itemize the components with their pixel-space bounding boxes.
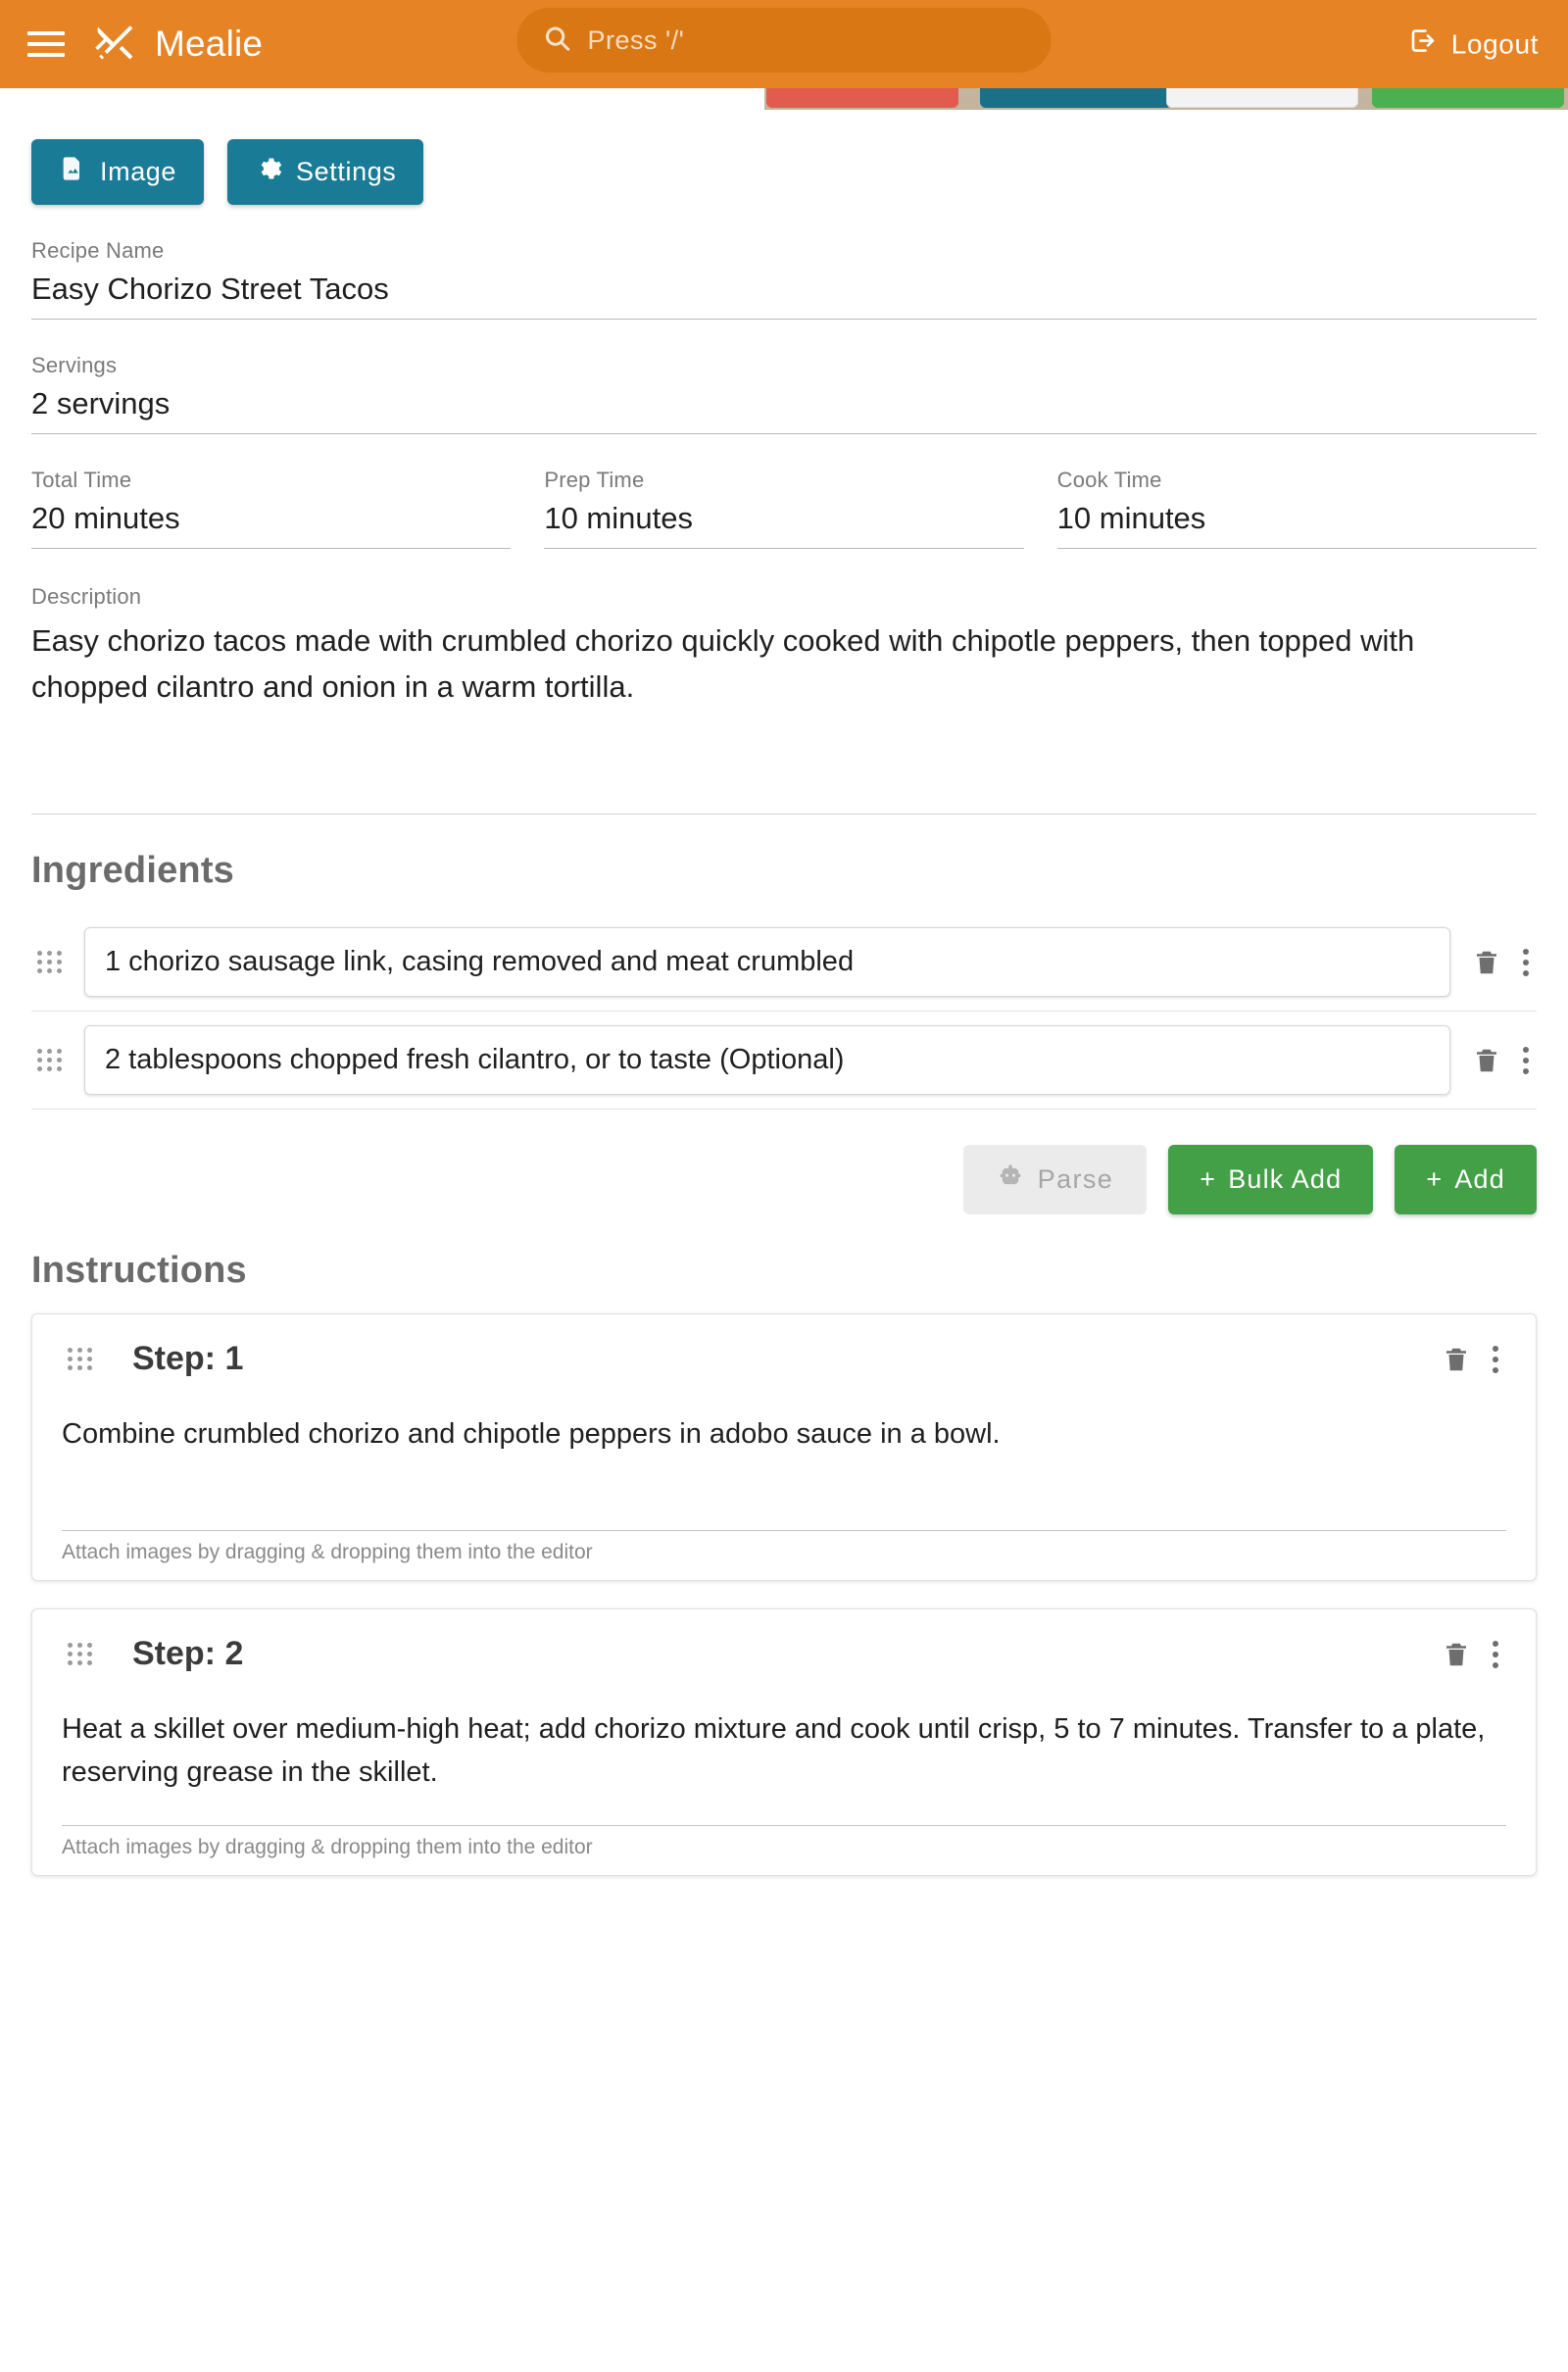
ingredient-input[interactable]: 2 tablespoons chopped fresh cilantro, or to taste (Optional) — [84, 1025, 1450, 1095]
description-input[interactable]: Easy chorizo tacos made with crumbled chorizo quickly cooked with chipotle peppers, then topped with chopped cilantro and onion in a warm tortilla. — [31, 623, 1415, 705]
total-time-field[interactable] — [31, 468, 511, 549]
more-vertical-icon[interactable] — [1523, 949, 1529, 976]
ingredients-heading: Ingredients — [31, 850, 235, 891]
instruction-step-text[interactable]: Combine crumbled chorizo and chipotle peppers in adobo sauce in a bowl. — [62, 1413, 1506, 1531]
attach-images-hint: Attach images by dragging & dropping them into the editor — [62, 1836, 593, 1858]
logout-label: Logout — [1450, 28, 1539, 59]
prep-time-field[interactable] — [544, 468, 1023, 549]
instruction-step-text[interactable]: Heat a skillet over medium-high heat; add chorizo mixture and cook until crisp, 5 to 7 minutes. Transfer to a plate, reserving grease in the skillet. — [62, 1708, 1506, 1826]
ingredient-row-actions — [1472, 948, 1529, 977]
app-bar — [0, 0, 1568, 88]
instruction-step-card — [31, 1313, 1537, 1581]
total-time-input[interactable]: 20 minutes — [31, 501, 511, 549]
ingredient-row — [31, 914, 1537, 1012]
hamburger-menu-icon[interactable] — [27, 22, 73, 67]
hero-chip-red[interactable] — [766, 88, 958, 108]
image-button[interactable] — [31, 139, 204, 205]
instruction-step-card — [31, 1608, 1537, 1876]
search-input[interactable] — [517, 8, 1052, 73]
search-icon — [543, 24, 572, 58]
drag-handle-icon[interactable] — [37, 1049, 71, 1071]
description-field[interactable] — [31, 584, 1537, 804]
description-label: Description — [31, 584, 142, 609]
recipe-editor-page — [0, 139, 1568, 1943]
cook-time-field[interactable] — [1057, 468, 1537, 549]
trash-icon[interactable] — [1442, 1345, 1471, 1374]
times-row — [31, 468, 1537, 549]
cook-time-label: Cook Time — [1056, 468, 1162, 492]
image-file-icon — [59, 155, 86, 189]
plus-icon: + — [1200, 1164, 1217, 1194]
recipe-name-input[interactable]: Easy Chorizo Street Tacos — [31, 272, 1537, 320]
instruction-step-title: Step: 1 — [132, 1340, 244, 1377]
gear-icon — [255, 155, 282, 189]
more-vertical-icon[interactable] — [1523, 1047, 1529, 1074]
parse-button[interactable] — [963, 1145, 1148, 1214]
image-button-label: Image — [100, 157, 177, 186]
drag-handle-icon[interactable] — [68, 1348, 101, 1370]
servings-field[interactable] — [31, 353, 1537, 434]
ingredient-input[interactable]: 1 chorizo sausage link, casing removed and meat crumbled — [84, 927, 1450, 997]
fork-knife-icon — [92, 22, 137, 67]
total-time-label: Total Time — [31, 468, 132, 492]
parse-button-label: Parse — [1037, 1164, 1114, 1194]
instruction-step-title: Step: 2 — [132, 1635, 244, 1672]
settings-button-label: Settings — [296, 157, 397, 186]
instruction-step-header — [62, 1340, 1506, 1378]
logout-button[interactable] — [1408, 26, 1539, 63]
hero-image-strip — [0, 88, 1568, 110]
search-placeholder: Press '/' — [587, 25, 685, 55]
hero-chip-white[interactable] — [1166, 88, 1358, 108]
settings-button[interactable] — [227, 139, 423, 205]
hero-chip-blue[interactable] — [980, 88, 1172, 108]
more-vertical-icon[interactable] — [1493, 1641, 1498, 1668]
recipe-name-field[interactable] — [31, 238, 1537, 320]
instructions-heading: Instructions — [31, 1250, 247, 1291]
prep-time-label: Prep Time — [544, 468, 645, 492]
bulk-add-label: Bulk Add — [1228, 1164, 1343, 1194]
servings-input[interactable]: 2 servings — [31, 386, 1537, 434]
bulk-add-button[interactable] — [1168, 1145, 1373, 1214]
ingredient-row — [31, 1012, 1537, 1110]
add-ingredient-button[interactable] — [1395, 1145, 1537, 1214]
drag-handle-icon[interactable] — [68, 1643, 101, 1665]
ingredient-actions — [31, 1145, 1537, 1214]
logout-icon — [1408, 26, 1438, 63]
ingredient-row-actions — [1472, 1046, 1529, 1075]
trash-icon[interactable] — [1442, 1640, 1471, 1669]
instruction-row-actions — [1442, 1640, 1498, 1669]
plus-icon: + — [1426, 1164, 1444, 1194]
prep-time-input[interactable]: 10 minutes — [544, 501, 1023, 549]
servings-label: Servings — [31, 353, 118, 377]
cook-time-input[interactable]: 10 minutes — [1057, 501, 1537, 549]
more-vertical-icon[interactable] — [1493, 1346, 1498, 1373]
trash-icon[interactable] — [1472, 1046, 1501, 1075]
instruction-step-header — [62, 1635, 1506, 1673]
app-title: Mealie — [155, 24, 264, 64]
recipe-name-label: Recipe Name — [31, 238, 165, 263]
hero-chip-green[interactable] — [1372, 88, 1564, 108]
instruction-row-actions — [1442, 1345, 1498, 1374]
drag-handle-icon[interactable] — [37, 951, 71, 973]
editor-toolbar — [31, 139, 1537, 205]
section-divider — [31, 814, 1537, 815]
attach-images-hint: Attach images by dragging & dropping them into the editor — [62, 1541, 593, 1563]
trash-icon[interactable] — [1472, 948, 1501, 977]
robot-icon — [997, 1162, 1024, 1197]
add-label: Add — [1454, 1164, 1505, 1194]
